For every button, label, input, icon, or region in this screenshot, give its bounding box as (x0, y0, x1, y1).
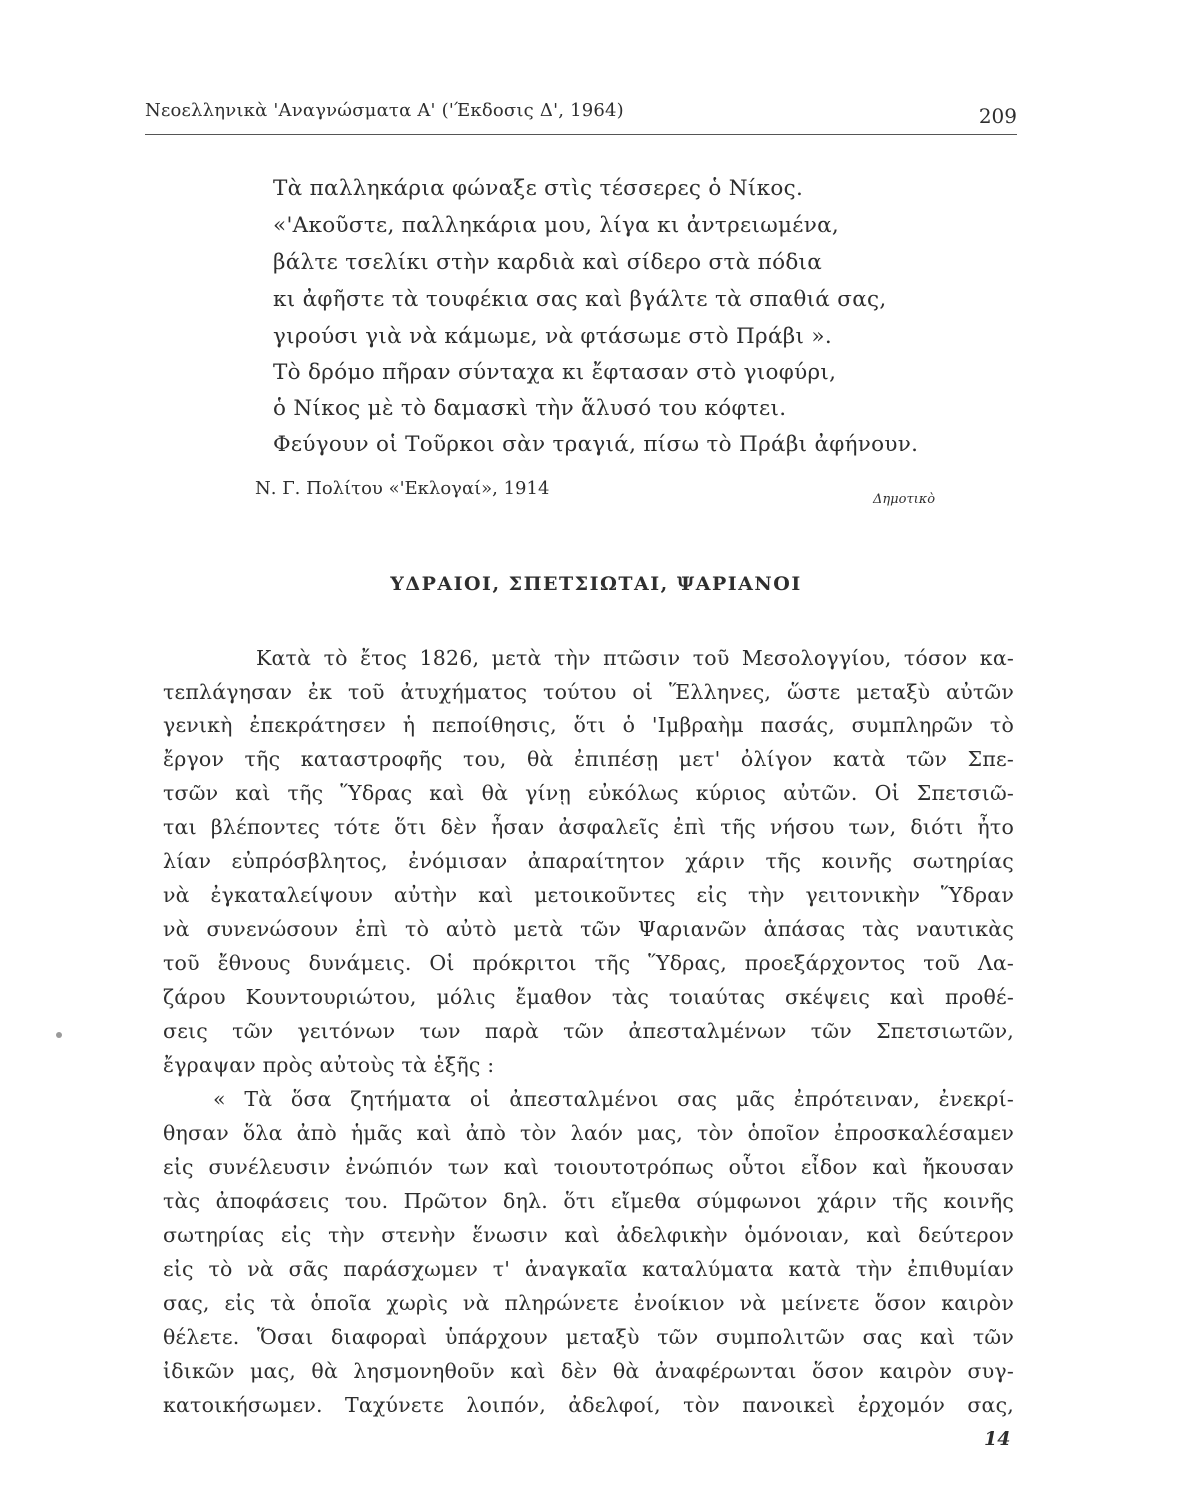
prose-line: λίαν εὐπρόσβλητος, ἐνόμισαν ἀπαραίτητον χάριν τῆς κοινῆς σωτηρίας (163, 849, 1014, 873)
poem-genre: Δημοτικὸ (873, 492, 936, 507)
prose-line: θησαν ὅλα ἀπὸ ἡμᾶς καὶ ἀπὸ τὸν λαόν μας, τὸν ὁποῖον ἐπροσκαλέσαμεν (163, 1121, 1014, 1145)
page-number: 209 (978, 104, 1017, 128)
prose-line: νὰ συνενώσουν ἐπὶ τὸ αὐτὸ μετὰ τῶν Ψαριανῶν ἁπάσας τὰς ναυτικὰς (163, 917, 1014, 941)
prose-line: θέλετε. Ὅσαι διαφοραὶ ὑπάρχουν μεταξὺ τῶν συμπολιτῶν σας καὶ τῶν (163, 1325, 1014, 1349)
prose-line: Κατὰ τὸ ἔτος 1826, μετὰ τὴν πτῶσιν τοῦ Μεσολογγίου, τόσον κα- (256, 646, 1014, 670)
prose-line: ται βλέποντες τότε ὅτι δὲν ἦσαν ἀσφαλεῖς ἐπὶ τῆς νήσου των, διότι ἦτο (163, 815, 1014, 839)
signature-mark: 14 (984, 1428, 1011, 1450)
running-header (145, 94, 1017, 135)
header-title: Νεοελληνικὰ 'Αναγνώσματα Α' ('Έκδοσις Δ', 1964) (145, 100, 624, 121)
poem-line: Τὰ παλληκάρια φώναξε στὶς τέσσερες ὁ Νίκος. (273, 176, 804, 201)
prose-line: νὰ ἐγκαταλείψουν αὐτὴν καὶ μετοικοῦντες εἰς τὴν γειτονικὴν Ὕδραν (163, 883, 1014, 907)
prose-line: γενικὴ ἐπεκράτησεν ἡ πεποίθησις, ὅτι ὁ 'Ιμβραὴμ πασάς, συμπληρῶν τὸ (163, 713, 1014, 737)
prose-line: εἰς συνέλευσιν ἐνώπιόν των καὶ τοιουτοτρόπως οὗτοι εἶδον καὶ ἤκουσαν (163, 1155, 1014, 1179)
prose-line: τὰς ἀποφάσεις του. Πρῶτον δηλ. ὅτι εἴμεθα σύμφωνοι χάριν τῆς κοινῆς (163, 1189, 1014, 1213)
poem-line: «'Ακοῦστε, παλληκάρια μου, λίγα κι ἀντρειωμένα, (273, 213, 840, 238)
prose-line: ζάρου Κουντουριώτου, μόλις ἔμαθον τὰς τοιαύτας σκέψεις καὶ προθέ- (163, 985, 1014, 1009)
prose-line: « Τὰ ὅσα ζητήματα οἱ ἀπεσταλμένοι σας μᾶς ἐπρότειναν, ἐνεκρί- (213, 1087, 1014, 1111)
prose-line: σωτηρίας εἰς τὴν στενὴν ἕνωσιν καὶ ἀδελφικὴν ὁμόνοιαν, καὶ δεύτερον (163, 1223, 1014, 1247)
prose-line: τοῦ ἔθνους δυνάμεις. Οἱ πρόκριτοι τῆς Ὕδρας, προεξάρχοντος τοῦ Λα- (163, 951, 1014, 975)
prose-line: ἰδικῶν μας, θὰ λησμονηθοῦν καὶ δὲν θὰ ἀναφέρωνται ὅσον καιρὸν συγ- (163, 1359, 1014, 1383)
prose-line: τσῶν καὶ τῆς Ὕδρας καὶ θὰ γίνῃ εὐκόλως κύριος αὐτῶν. Οἱ Σπετσιῶ- (163, 781, 1014, 805)
poem-line: Φεύγουν οἱ Τοῦρκοι σὰν τραγιά, πίσω τὸ Πράβι ἀφήνουν. (273, 432, 919, 457)
poem-line: βάλτε τσελίκι στὴν καρδιὰ καὶ σίδερο στὰ πόδια (273, 250, 823, 275)
section-title: ΥΔΡΑΙΟΙ, ΣΠΕΤΣΙΩΤΑΙ, ΨΑΡΙΑΝΟΙ (390, 573, 802, 595)
prose-line: σας, εἰς τὰ ὁποῖα χωρὶς νὰ πληρώνετε ἐνοίκιον νὰ μείνετε ὅσον καιρὸν (163, 1291, 1014, 1315)
prose-line: κατοικήσωμεν. Ταχύνετε λοιπόν, ἀδελφοί, τὸν πανοικεὶ ἐρχομόν σας, (163, 1393, 1014, 1417)
prose-line: τεπλάγησαν ἐκ τοῦ ἀτυχήματος τούτου οἱ Ἕλληνες, ὥστε μεταξὺ αὐτῶν (163, 680, 1014, 704)
scan-speck (56, 1032, 62, 1038)
poem-line: ὁ Νίκος μὲ τὸ δαμασκὶ τὴν ἅλυσό του κόφτει. (273, 396, 787, 421)
prose-line: ἔργον τῆς καταστροφῆς του, θὰ ἐπιπέσῃ μετ' ὀλίγον κατὰ τῶν Σπε- (163, 747, 1014, 771)
poem-line: Τὸ δρόμο πῆραν σύνταχα κι ἔφτασαν στὸ γιοφύρι, (273, 360, 837, 385)
poem-line: γιρούσι γιὰ νὰ κάμωμε, νὰ φτάσωμε στὸ Πράβι ». (273, 324, 832, 349)
prose-line: ἔγραψαν πρὸς αὐτοὺς τὰ ἑξῆς : (163, 1053, 495, 1077)
prose-line: εἰς τὸ νὰ σᾶς παράσχωμεν τ' ἀναγκαῖα καταλύματα κατὰ τὴν ἐπιθυμίαν (163, 1257, 1014, 1281)
poem-line: κι ἀφῆστε τὰ τουφέκια σας καὶ βγάλτε τὰ σπαθιά σας, (273, 287, 887, 312)
prose-line: σεις τῶν γειτόνων των παρὰ τῶν ἀπεσταλμένων τῶν Σπετσιωτῶν, (163, 1019, 1014, 1043)
poem-source: Ν. Γ. Πολίτου «'Εκλογαί», 1914 (255, 478, 550, 499)
